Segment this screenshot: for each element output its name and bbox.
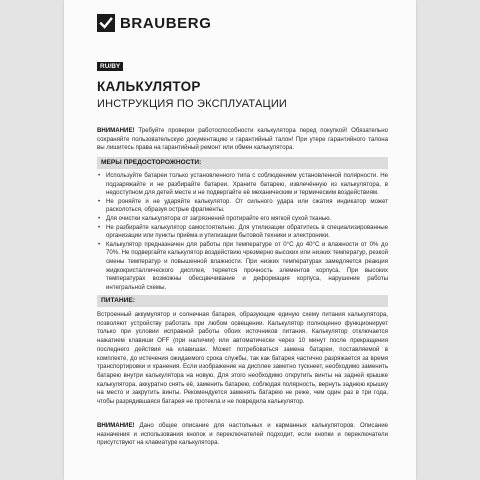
instruction-page bbox=[64, 0, 416, 480]
precautions-list bbox=[97, 172, 388, 292]
document-title: КАЛЬКУЛЯТОР bbox=[97, 79, 201, 94]
list-item: • Для очистки калькулятора от загрязнений протирайте его мягкой сухой тканью. bbox=[97, 215, 388, 224]
note-paragraph bbox=[97, 422, 388, 448]
warning-label: ВНИМАНИЕ! bbox=[97, 127, 135, 134]
list-item: • Не роняйте и не ударяйте калькулятор. От сильного удара или сжатия индикатор может расколоться, образуя острые фрагменты. bbox=[97, 198, 388, 215]
power-paragraph: Встроенный аккумулятор и солнечная батарея, образующие единую схему питания калькулятора, позволяют устройству работать при любом освещении. Калькулятор полноценно функционирует только при условии исправной работы обоих источников питания. Калькулятор отключается нажатием клавиши OFF (при наличии) или автоматически через 10 минут после прекращения последнего действия на клавишах. Может потребоваться замена батареи, поставляемой в комплекте, до истечения ожидаемого срока службы, так как батарея частично разряжается за время транспортировки и хранения. Если изображение на дисплее заметно тускнеет, необходимо заменить батарею внутри калькулятора на новую. Для этого необходимо открутить винты на задней крышке калькулятора, аккуратно снять её, заменить батарею, соблюдая полярность, вернуть заднюю крышку на место и закрутить винты. Рекомендуется заменять батарею не реже, чем один раз в три года, чтобы разрядившаяся батарея не протекла и не повредила калькулятор. bbox=[97, 311, 388, 406]
list-item: • Не разбирайте калькулятор самостоятельно. Для утилизации обратитесь в специализированные организации или пункты приёма и утилизации бытовой техники и электроники. bbox=[97, 224, 388, 241]
list-item: • Калькулятор предназначен для работы при температуре от 0°C до 40°C и влажности от 0% до 70%. Не подвергайте калькулятор воздействию чрезмерно высоких или низких температур, резкой смены температур и повышенной влажности. При низких температурах замедляется реакция жидкокристаллического дисплея, теряется прочность элементов корпуса. При высоких температурах возможны обесцвечивание и деформация корпуса, нарушение работы интегральной схемы. bbox=[97, 241, 388, 293]
precautions-heading: МЕРЫ ПРЕДОСТОРОЖНОСТИ: bbox=[97, 157, 388, 169]
brand-logo bbox=[97, 14, 211, 32]
brand-name: BRAUBERG bbox=[120, 14, 212, 32]
note-text: Дано общее описание для настольных и карманных калькуляторов. Описание назначения и использования кнопок и переключателей подходит, если кнопки и переключатели присутствуют на клавиатуре калькулятора. bbox=[97, 422, 388, 447]
note-label: ВНИМАНИЕ! bbox=[97, 422, 135, 429]
power-heading: ПИТАНИЕ: bbox=[97, 295, 388, 307]
language-badge: RU/BY bbox=[97, 62, 123, 71]
warning-paragraph bbox=[97, 127, 388, 153]
check-mark-icon bbox=[97, 14, 115, 32]
document-subtitle: ИНСТРУКЦИЯ ПО ЭКСПЛУАТАЦИИ bbox=[97, 98, 288, 110]
warning-text: Требуйте проверки работоспособности калькулятора перед покупкой! Обязательно сохраняйте пользовательскую документацию и гарантийный талон! При утере гарантийного талона вы лишитесь права на гарантийный ремонт или обмен калькулятора. bbox=[97, 127, 388, 152]
list-item: • Используйте батареи только установленного типа с соблюдением установленной полярности. Не подзаряжайте и не разбирайте батареи. Храните батарею, извлечённую из калькулятора, в недоступном для детей месте и не подвергайте её механическим и термическим воздействиям. bbox=[97, 172, 388, 198]
